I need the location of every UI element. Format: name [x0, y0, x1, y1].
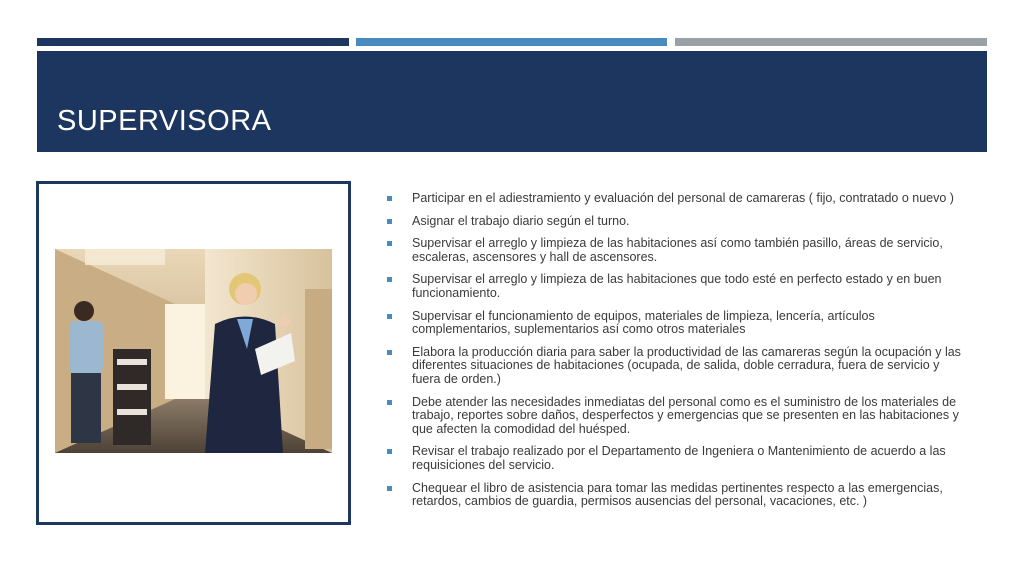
list-item — [386, 346, 968, 387]
list-item-text: Supervisar el arreglo y limpieza de las habitaciones así como también pasillo, áreas de servicio, escaleras, ascensores y hall de ascensores. — [412, 236, 943, 264]
list-item-text: Debe atender las necesidades inmediatas del personal como es el suministro de los materiales de trabajo, reportes sobre daños, desperfectos y emergencias que se presenten en las habitaciones y que afecten la comodidad del huésped. — [412, 394, 959, 436]
photo-hotel-supervisor-icon — [55, 249, 332, 453]
list-item — [386, 482, 968, 509]
list-item-text: Chequear el libro de asistencia para tomar las medidas pertinentes respecto a las emergencias, retardos, cambios de guardia, permisos ausencias del personal, vacaciones, etc. ) — [412, 480, 943, 509]
bullet-list — [386, 192, 968, 518]
list-item-text: Revisar el trabajo realizado por el Departamento de Ingeniera o Mantenimiento de acuerdo a las requisiciones del servicio. — [412, 444, 946, 472]
square-bullet-icon — [387, 219, 392, 224]
top-stripe-gray — [675, 38, 987, 46]
slide-title: SUPERVISORA — [57, 105, 272, 137]
square-bullet-icon — [387, 277, 392, 282]
list-item — [386, 237, 968, 264]
square-bullet-icon — [387, 486, 392, 491]
square-bullet-icon — [387, 449, 392, 454]
list-item — [386, 310, 968, 337]
square-bullet-icon — [387, 196, 392, 201]
square-bullet-icon — [387, 400, 392, 405]
list-item — [386, 396, 968, 437]
list-item-text: Participar en el adiestramiento y evaluación del personal de camareras ( fijo, contratado o nuevo ) — [412, 191, 954, 205]
square-bullet-icon — [387, 314, 392, 319]
list-item-text: Supervisar el arreglo y limpieza de las habitaciones que todo esté en perfecto estado y en buen funcionamiento. — [412, 272, 942, 300]
top-stripe-light-blue — [356, 38, 667, 46]
square-bullet-icon — [387, 241, 392, 246]
list-item — [386, 445, 968, 472]
list-item — [386, 215, 968, 229]
top-stripe-dark-blue — [37, 38, 349, 46]
square-bullet-icon — [387, 350, 392, 355]
list-item — [386, 273, 968, 300]
list-item-text: Elabora la producción diaria para saber la productividad de las camareras según la ocupación y las diferentes situaciones de habitaciones (ocupada, de salida, doble cerradura, fuera de servicio y fuera de orden.) — [412, 344, 961, 386]
list-item — [386, 192, 968, 206]
list-item-text: Supervisar el funcionamiento de equipos, materiales de limpieza, lencería, artículos complementarios, suplementarios así como otros materiales — [412, 308, 875, 337]
image-frame — [36, 181, 351, 525]
list-item-text: Asignar el trabajo diario según el turno. — [412, 213, 630, 228]
title-bar — [37, 51, 987, 152]
